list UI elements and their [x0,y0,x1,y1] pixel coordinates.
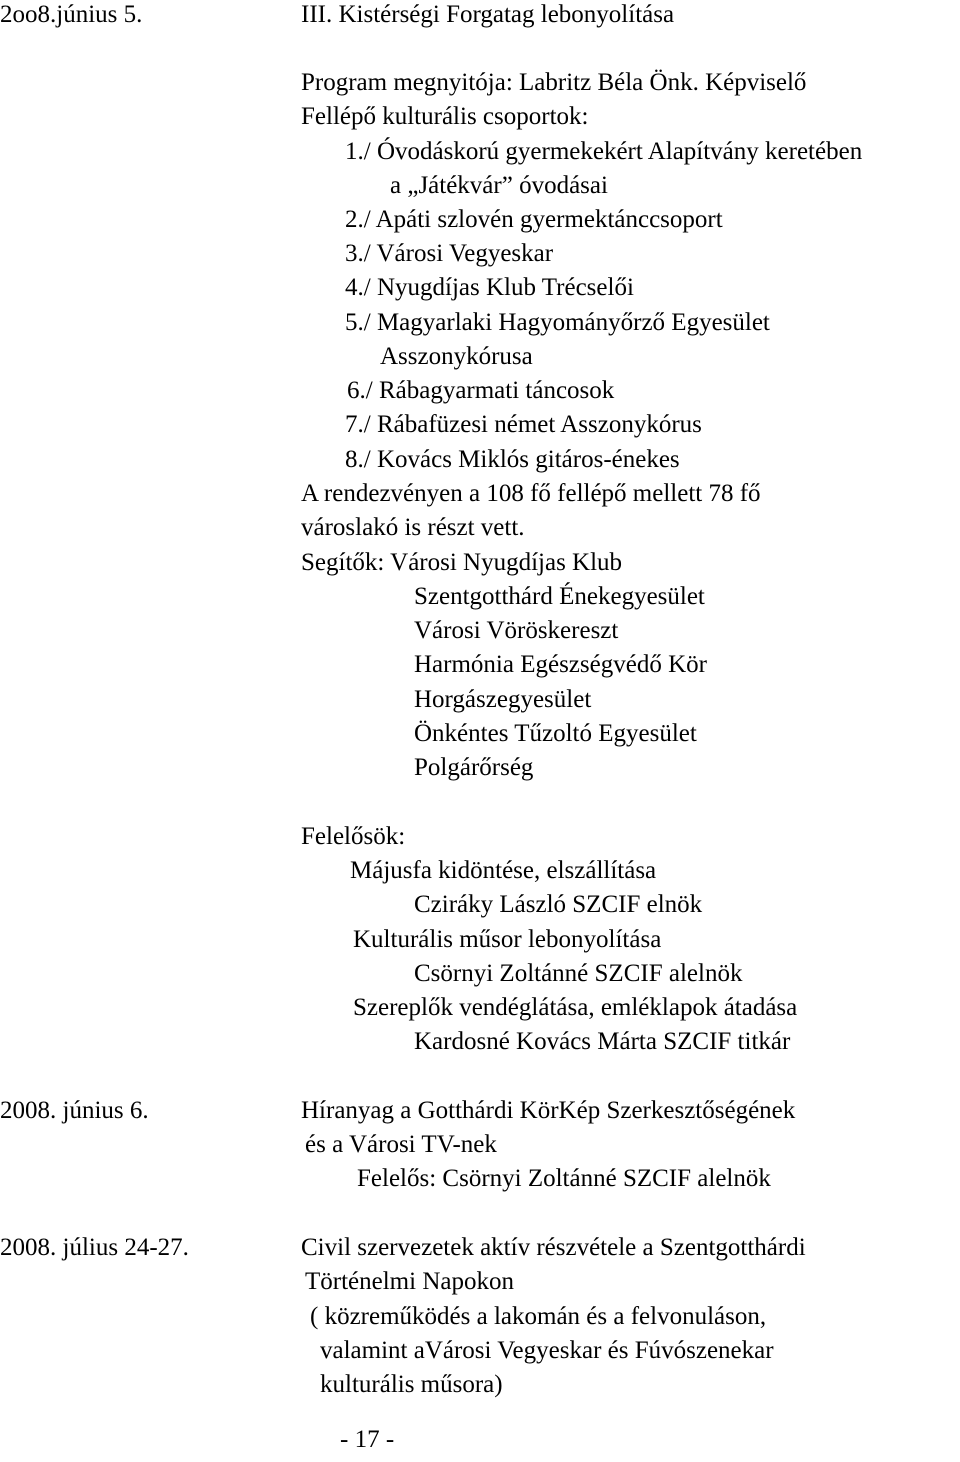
group-item: 1./ Óvodáskorú gyermekekért Alapítvány keretében [345,138,863,165]
helpers-label: Segítők: Városi Nyugdíjas Klub [301,549,623,576]
event-line: ( közreműködés a lakomán és a felvonuláson, [310,1303,767,1330]
attendance-line: városlakó is részt vett. [301,514,525,541]
event-line: kulturális műsora) [320,1371,503,1398]
task-item: Májusfa kidöntése, elszállítása [350,857,657,884]
responsible-label: Felelősök: [301,823,406,850]
group-item: 6./ Rábagyarmati táncosok [347,377,615,404]
program-opening: Program megnyitója: Labritz Béla Önk. Képviselő [301,69,807,96]
performers-intro: Fellépő kulturális csoportok: [301,103,589,130]
section-heading: III. Kistérségi Forgatag lebonyolítása [301,1,675,28]
event-line: Civil szervezetek aktív részvétele a Szentgotthárdi [301,1234,806,1261]
task-person: Kardosné Kovács Márta SZCIF titkár [414,1028,791,1055]
task-person: Csörnyi Zoltánné SZCIF alelnök [414,960,743,987]
helper-item: Városi Vöröskereszt [414,617,619,644]
entry-date-1: 2oo8.június 5. [0,1,143,28]
task-item: Szereplők vendéglátása, emléklapok átadása [353,994,798,1021]
task-person: Cziráky László SZCIF elnök [414,891,703,918]
event-line: Történelmi Napokon [305,1268,514,1295]
helper-item: Szentgotthárd Énekegyesület [414,583,705,610]
page-number: - 17 - [340,1426,395,1453]
entry-date-2: 2008. június 6. [0,1097,149,1124]
group-item: 7./ Rábafüzesi német Asszonykórus [345,411,702,438]
attendance-line: A rendezvényen a 108 fő fellépő mellett 78 fő [301,480,761,507]
press-responsible: Felelős: Csörnyi Zoltánné SZCIF alelnök [357,1165,771,1192]
group-item: Asszonykórusa [380,343,533,370]
helper-item: Harmónia Egészségvédő Kör [414,651,707,678]
group-item: 4./ Nyugdíjas Klub Trécselői [345,274,634,301]
entry-date-3: 2008. július 24-27. [0,1234,189,1261]
task-item: Kulturális műsor lebonyolítása [353,926,662,953]
helper-item: Horgászegyesület [414,686,592,713]
event-line: valamint aVárosi Vegyeskar és Fúvószenekar [320,1337,774,1364]
press-line: Híranyag a Gotthárdi KörKép Szerkesztőségének [301,1097,796,1124]
group-item: 5./ Magyarlaki Hagyományőrző Egyesület [345,309,770,336]
press-line: és a Városi TV-nek [305,1131,497,1158]
helper-item: Polgárőrség [414,754,534,781]
group-item: 3./ Városi Vegyeskar [345,240,554,267]
group-item: 2./ Apáti szlovén gyermektánccsoport [345,206,723,233]
helper-item: Önkéntes Tűzoltó Egyesület [414,720,697,747]
group-item: 8./ Kovács Miklós gitáros-énekes [345,446,680,473]
group-item: a „Játékvár” óvodásai [390,172,608,199]
